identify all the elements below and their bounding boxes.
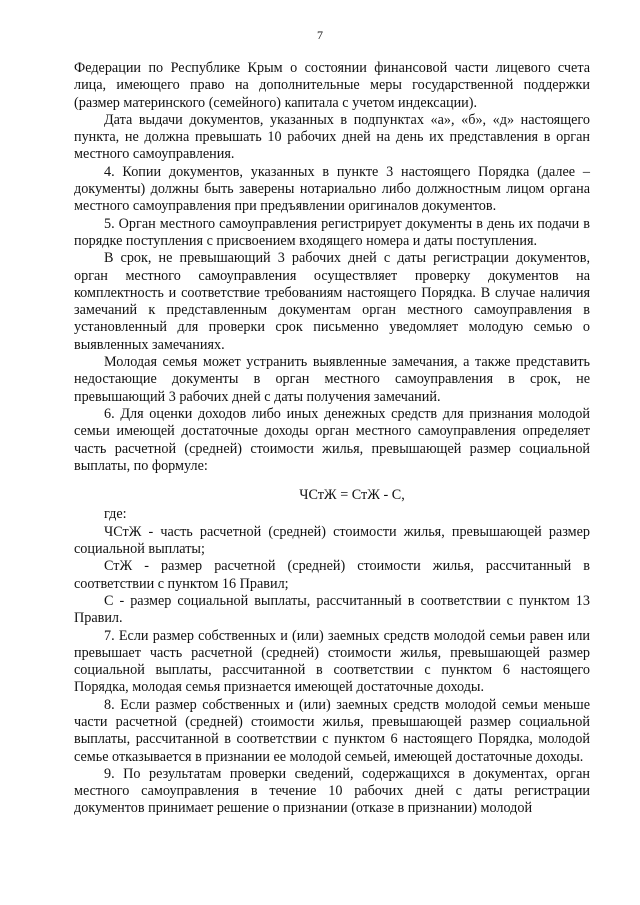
paragraph: Федерации по Республике Крым о состоянии финансовой части лицевого счета лица, имеющего право на дополнительные меры государственной поддержки (размер материнского (семейного) капитала с учетом индексации). <box>74 60 590 111</box>
paragraph: 7. Если размер собственных и (или) заемных средств молодой семьи равен или превышает часть расчетной (средней) стоимости жилья, превышающей размер социальной выплаты, рассчитанной в соответствии с пунктом 6 настоящего Порядка, молодая семья признается имеющей достаточные доходы. <box>74 627 590 696</box>
paragraph: 9. По результатам проверки сведений, содержащихся в документах, орган местного самоуправления в течение 10 рабочих дней с даты регистрации документов принимает решение о признании (отказе в признании) молодой <box>74 765 590 817</box>
definition: СтЖ - размер расчетной (средней) стоимости жилья, рассчитанный в соответствии с пунктом 16 Правил; <box>74 558 590 592</box>
paragraph: 8. Если размер собственных и (или) заемных средств молодой семьи меньше части расчетной (средней) стоимости жилья, превышающей размер социальной выплаты, рассчитанной в соответствии с пунктом 6 настоящего Порядка, молодой семье отказывается в признании ее молодой семьей, имеющей достаточные доходы. <box>74 696 590 765</box>
definition: С - размер социальной выплаты, рассчитанный в соответствии с пунктом 13 Правил. <box>74 592 590 627</box>
document-body <box>74 60 590 818</box>
paragraph: 6. Для оценки доходов либо иных денежных средств для признания молодой семьи имеющей достаточные доходы орган местного самоуправления определяет часть расчетной (средней) стоимости жилья, превышающей размер социальной выплаты, по формуле: <box>74 405 590 474</box>
paragraph: 4. Копии документов, указанных в пункте 3 настоящего Порядка (далее – документы) должны быть заверены нотариально либо должностным лицом органа местного самоуправления при предъявлении оригиналов документов. <box>74 163 590 215</box>
page-number: 7 <box>317 28 323 42</box>
where-label: где: <box>104 506 127 523</box>
definition: ЧСтЖ - часть расчетной (средней) стоимости жилья, превышающей размер социальной выплаты; <box>74 523 590 558</box>
formula: ЧСтЖ = СтЖ - С, <box>299 487 405 504</box>
paragraph: Дата выдачи документов, указанных в подпунктах «а», «б», «д» настоящего пункта, не должна превышать 10 рабочих дней на день их представления в орган местного самоуправления. <box>74 111 590 163</box>
paragraph: 5. Орган местного самоуправления регистрирует документы в день их подачи в порядке поступления с присвоением входящего номера и даты поступления. <box>74 215 590 249</box>
paragraph: Молодая семья может устранить выявленные замечания, а также представить недостающие документы в орган местного самоуправления в срок, не превышающий 3 рабочих дней с даты получения замечаний. <box>74 354 590 405</box>
paragraph: В срок, не превышающий 3 рабочих дней с даты регистрации документов, орган местного самоуправления осуществляет проверку документов на комплектность и соответствие требованиям настоящего Порядка. В случае наличия замечаний к представленным документам орган местного самоуправления в установленный для проверки срок письменно уведомляет молодую семью о выявленных замечаниях. <box>74 250 590 353</box>
